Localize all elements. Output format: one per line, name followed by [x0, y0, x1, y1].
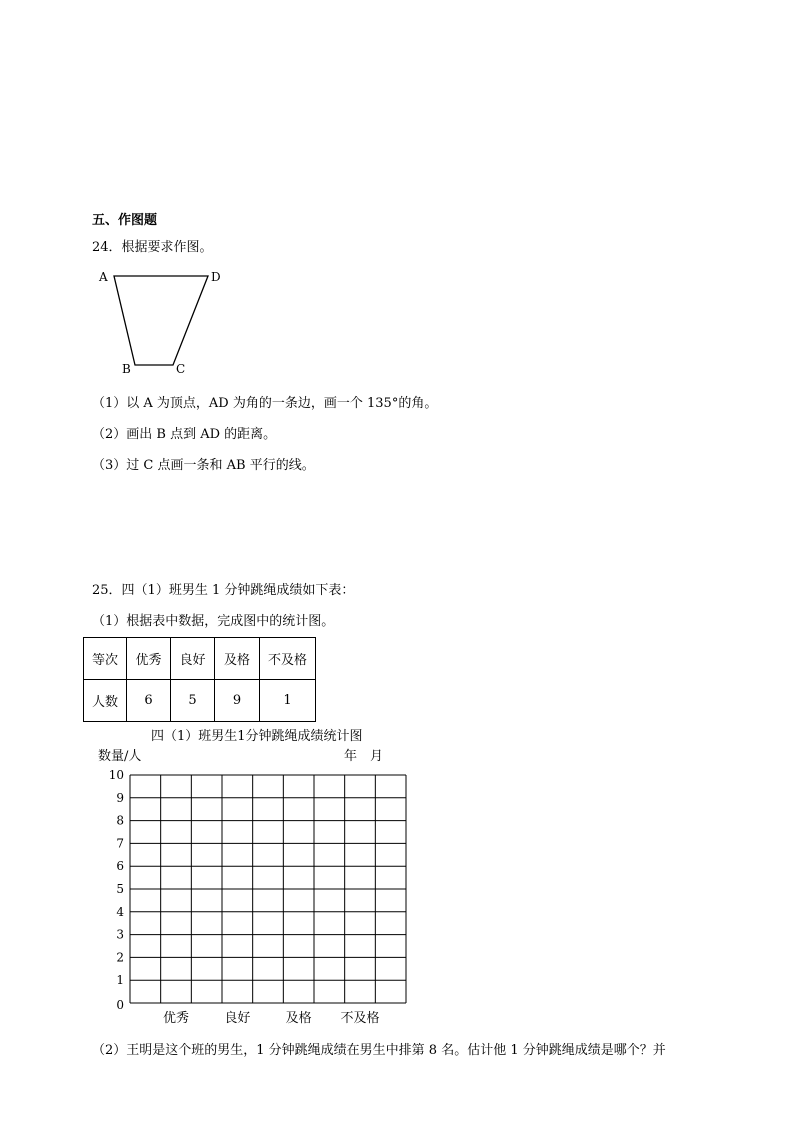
- q24-part2: （2）画出 B 点到 AD 的距离。: [92, 427, 277, 442]
- y-tick-label: 7: [116, 836, 124, 851]
- vertex-a-label: A: [99, 270, 108, 284]
- y-tick-label: 4: [116, 904, 124, 919]
- y-tick-label: 8: [116, 813, 124, 828]
- q25-stem: 25．四（1）班男生 1 分钟跳绳成绩如下表：: [92, 583, 355, 598]
- q24-part3: （3）过 C 点画一条和 AB 平行的线。: [92, 458, 315, 473]
- table-cell: 9: [215, 680, 260, 722]
- q25-part2: （2）王明是这个班的男生，1 分钟跳绳成绩在男生中排第 8 名。估计他 1 分钟跳绳成绩是哪个？并: [92, 1043, 666, 1058]
- q25-part1: （1）根据表中数据，完成图中的统计图。: [92, 614, 335, 629]
- table-cell: 良好: [171, 638, 215, 680]
- x-category-label: 不及格: [340, 1011, 380, 1026]
- y-tick-label: 5: [116, 882, 124, 896]
- y-tick-label: 2: [116, 950, 124, 965]
- x-category-label: 及格: [285, 1011, 312, 1026]
- table-cell: 6: [127, 680, 171, 722]
- table-cell: 5: [171, 680, 215, 722]
- x-category-label: 优秀: [162, 1011, 190, 1026]
- vertex-c-label: C: [176, 362, 186, 376]
- chart-title: 四（1）班男生1分钟跳绳成绩统计图: [151, 729, 363, 744]
- y-tick-label: 6: [116, 859, 124, 874]
- vertex-d-label: D: [211, 270, 221, 284]
- y-tick-label: 10: [108, 768, 124, 782]
- table-cell: 不及格: [260, 638, 316, 680]
- table-cell: 等次: [84, 638, 127, 680]
- y-tick-label: 3: [116, 927, 124, 942]
- y-tick-label: 1: [116, 973, 124, 988]
- table-cell: 优秀: [127, 638, 171, 680]
- table-cell: 及格: [215, 638, 260, 680]
- chart-ylabel: 数量/人: [98, 749, 142, 764]
- table-cell: 1: [260, 680, 316, 722]
- y-tick-label: 0: [116, 998, 124, 1012]
- y-tick-label: 9: [116, 790, 124, 805]
- q24-part1: （1）以 A 为顶点，AD 为角的一条边，画一个 135°的角。: [92, 396, 438, 411]
- vertex-b-label: B: [122, 362, 131, 376]
- x-category-label: 良好: [224, 1011, 251, 1026]
- section-title: 五、作图题: [92, 213, 158, 228]
- table-cell: 人数: [84, 680, 127, 722]
- chart-date-label: 年 月: [344, 749, 384, 764]
- q24-stem: 24．根据要求作图。: [92, 240, 213, 255]
